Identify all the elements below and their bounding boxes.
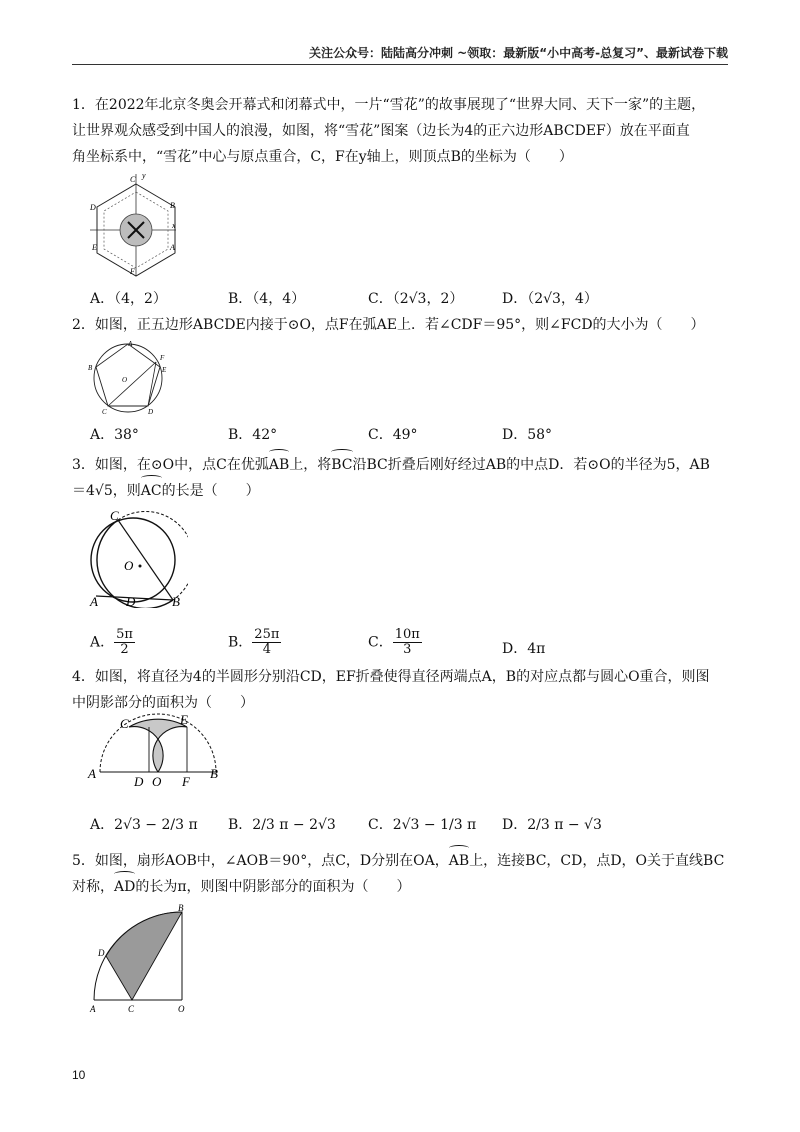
q2-label-b: B: [88, 364, 93, 372]
q3-line1: 3．如图，在⊙O中，点C在优弧AB上，将BC沿BC折叠后刚好经过AB的中点D．若⊙O的半径为5，AB: [72, 452, 732, 478]
q2-figure: [86, 340, 170, 416]
q4-label-b: B: [210, 766, 218, 781]
q3-label-d: D: [126, 594, 136, 608]
q1-label-f: F: [130, 267, 135, 276]
question-1: [72, 92, 732, 170]
q4-option-d[interactable]: D．2/3 π − √3: [502, 817, 602, 833]
q1-label-b: B: [170, 201, 175, 210]
q2-label-o: O: [122, 376, 128, 384]
q2-option-d[interactable]: D．58°: [502, 427, 553, 443]
q1-line3: 角坐标系中，“雪花”中心与原点重合，C，F在y轴上，则顶点B的坐标为（ ）: [72, 149, 573, 165]
q1-label-d: D: [90, 203, 96, 212]
q2-option-c[interactable]: C．49°: [368, 427, 418, 443]
arc-bc: BC: [331, 452, 352, 478]
question-4: [72, 664, 732, 716]
q4-label-o: O: [152, 774, 162, 788]
q5-label-o: O: [178, 1004, 185, 1014]
q5-line2: 对称，AD的长为π，则图中阴影部分的面积为（ ）: [72, 874, 732, 900]
q5-line1: 5．如图，扇形AOB中，∠AOB＝90°，点C，D分别在OA，AB上，连接BC，CD，点D，O关于直线BC: [72, 848, 732, 874]
q4-options: [90, 808, 730, 836]
q1-option-b[interactable]: B．（4，4）: [228, 291, 306, 307]
q5-label-d: D: [98, 948, 105, 958]
q1-label-x: x: [172, 221, 176, 230]
q1-label-a: A: [170, 243, 175, 252]
header-rule: [72, 64, 728, 65]
q4-label-c: C: [120, 716, 129, 731]
q2-label-c: C: [102, 408, 107, 416]
arc-ac: AC: [141, 478, 162, 504]
q2-option-a[interactable]: A．38°: [90, 427, 139, 443]
q4-figure: [86, 712, 226, 788]
q3-option-a[interactable]: A． $\frac{5\pi}{2}$: [90, 627, 133, 657]
q3-option-d[interactable]: D．4π: [502, 641, 546, 657]
q3-option-c[interactable]: C． $\frac{10\pi}{3}$: [368, 627, 420, 657]
q4-option-c[interactable]: C．2√3 − 1/3 π: [368, 817, 477, 833]
q3-label-o: O: [124, 558, 134, 573]
q4-option-a[interactable]: A．2√3 − 2/3 π: [90, 817, 198, 833]
q4-label-d: D: [134, 774, 144, 788]
q4-line2: 中阴影部分的面积为（ ）: [72, 695, 254, 711]
arc-ab: AB: [449, 848, 469, 874]
q3-options: [90, 620, 730, 656]
q4-label-e: E: [180, 712, 188, 727]
q3-option-b[interactable]: B． $\frac{25\pi}{4}$: [228, 627, 280, 657]
q1-option-d[interactable]: D．（2√3，4）: [502, 291, 598, 307]
q1-label-c: C: [130, 175, 136, 184]
page-header: 关注公众号：陆陆高分冲刺 ~领取：最新版“小中高考-总复习”、最新试卷下载: [309, 46, 728, 60]
q3-label-c: C: [110, 508, 119, 523]
q4-label-a: A: [88, 766, 96, 781]
q2-options: [90, 424, 730, 448]
q2-label-f: F: [160, 354, 165, 362]
q1-options: [90, 288, 730, 312]
q2-option-b[interactable]: B．42°: [228, 427, 278, 443]
q2-label-e: E: [162, 366, 167, 374]
q4-label-f: F: [182, 774, 190, 788]
question-3: [72, 452, 732, 504]
q1-option-c[interactable]: C．（2√3，2）: [368, 291, 464, 307]
q1-label-e: E: [92, 243, 97, 252]
q5-figure: [86, 904, 196, 1016]
q4-option-b[interactable]: B．2/3 π − 2√3: [228, 817, 336, 833]
q2-label-d: D: [148, 408, 154, 416]
q5-label-b: B: [178, 904, 184, 913]
arc-ab: AB: [269, 452, 289, 478]
q3-label-a: A: [90, 594, 98, 608]
q2-label-a: A: [128, 340, 133, 348]
q3-line2: ＝4√5，则AC的长是（ ）: [72, 478, 732, 504]
q5-label-c: C: [128, 1004, 135, 1014]
q1-option-a[interactable]: A．（4，2）: [90, 291, 167, 307]
q1-figure: [88, 170, 180, 278]
q5-label-a: A: [90, 1004, 96, 1014]
question-5: [72, 848, 732, 900]
q4-line1: 4．如图，将直径为4的半圆形分别沿CD，EF折叠使得直径两端点A，B的对应点都与圆心O重合，则图: [72, 669, 710, 685]
q3-label-b: B: [172, 594, 180, 608]
q3-figure: [88, 508, 188, 608]
q1-line1: 1．在2022年北京冬奥会开幕式和闭幕式中，一片“雪花”的故事展现了“世界大同、天下一家”的主题，: [72, 97, 706, 113]
q1-line2: 让世界观众感受到中国人的浪漫，如图，将“雪花”图案（边长为4的正六边形ABCDEF）放在平面直: [72, 123, 690, 139]
question-2: [72, 312, 732, 338]
arc-ad: AD: [114, 874, 135, 900]
q1-label-y: y: [142, 171, 146, 180]
q2-line1: 2．如图，正五边形ABCDE内接于⊙O，点F在弧AE上．若∠CDF＝95°，则∠FCD的大小为（ ）: [72, 317, 705, 333]
page-number: 10: [72, 1068, 86, 1082]
